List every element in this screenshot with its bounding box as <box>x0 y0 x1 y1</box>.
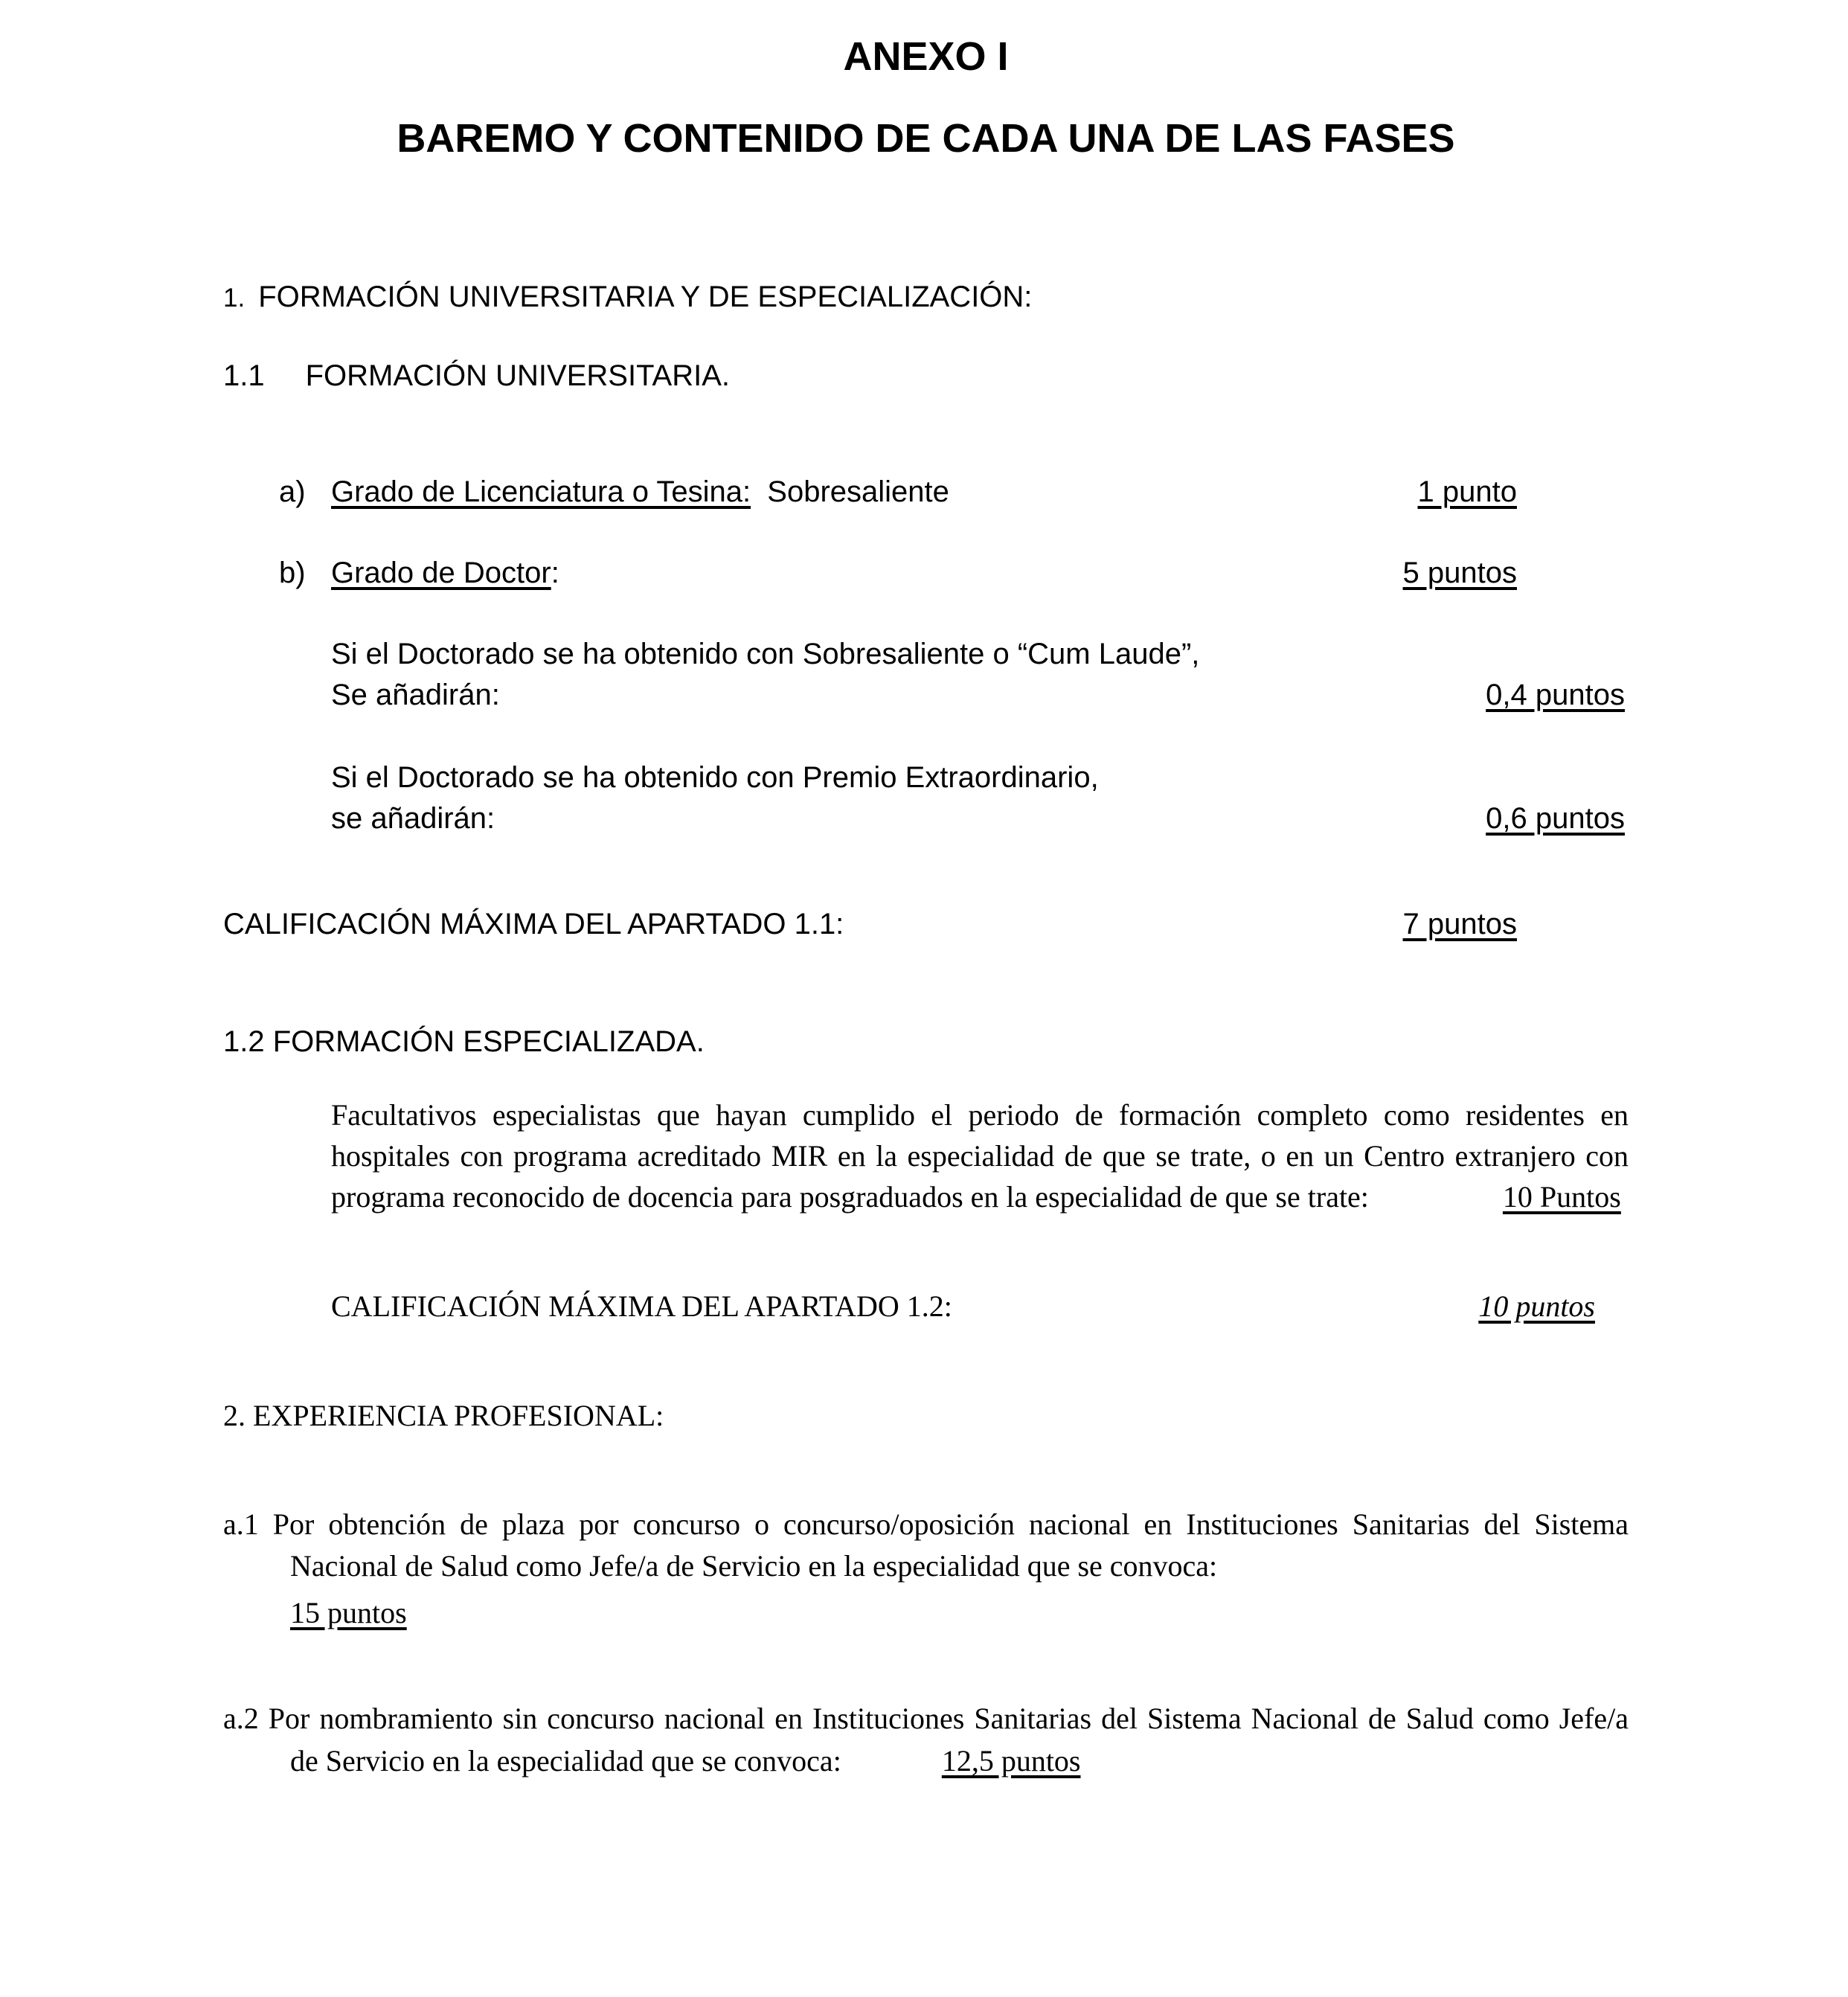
item-b-points: 5 puntos <box>1402 557 1517 590</box>
item-a-label: a) <box>279 475 306 509</box>
section-1-1-title: FORMACIÓN UNIVERSITARIA. <box>305 359 731 393</box>
doctorate-premio-note <box>331 757 1629 839</box>
max-score-1-2-points: 10 puntos <box>1478 1289 1595 1323</box>
note-2-line-1: Si el Doctorado se ha obtenido con Premio Extraordinario, <box>331 760 1099 794</box>
max-score-1-1-points: 7 puntos <box>1402 907 1517 940</box>
max-score-1-1-label: CALIFICACIÓN MÁXIMA DEL APARTADO 1.1: <box>223 907 844 940</box>
section-1-1-heading <box>223 356 1629 396</box>
item-a2-label: a.2 <box>223 1701 259 1735</box>
item-a1-points-line <box>290 1592 1629 1635</box>
item-a-grade: Sobresaliente <box>767 475 949 509</box>
section-1-2-heading: 1.2 FORMACIÓN ESPECIALIZADA. <box>223 1025 705 1058</box>
note-1-points: 0,4 puntos <box>1486 679 1625 712</box>
item-a1-points: 15 puntos <box>290 1596 407 1630</box>
section-2-heading: 2. EXPERIENCIA PROFESIONAL: <box>223 1398 664 1432</box>
document-title: ANEXO I <box>843 34 1009 79</box>
item-a1-paragraph <box>223 1504 1629 1589</box>
item-a-text <box>331 472 1418 512</box>
item-b-text <box>331 553 1403 593</box>
section-1-heading <box>223 277 1629 317</box>
item-b-colon: : <box>551 557 559 590</box>
item-a-row <box>279 472 1629 512</box>
doctorate-cum-laude-note <box>331 634 1629 716</box>
item-a1-label: a.1 <box>223 1507 259 1541</box>
item-b-label: b) <box>279 557 306 590</box>
item-b-term: Grado de Doctor <box>331 557 551 590</box>
note-2-label: se añadirán: <box>331 801 495 835</box>
item-a2-points: 12,5 puntos <box>941 1743 1081 1778</box>
section-1-2-body <box>331 1094 1629 1218</box>
section-1-2-paragraph: Facultativos especialistas que hayan cumplido el periodo de formación completo como residentes en hospitales con programa acreditado MIR en la especialidad de que se trate, o en un Centro extranjero con programa reconocido de docencia para posgraduados en la especialidad de que se trate: <box>331 1097 1629 1214</box>
note-1-label: Se añadirán: <box>331 679 500 712</box>
item-a1-text: Por obtención de plaza por concurso o concurso/oposición nacional en Instituciones Sanitarias del Sistema Nacional de Salud como Jefe/a de Servicio en la especialidad que se convoca: <box>272 1507 1629 1583</box>
note-2-points: 0,6 puntos <box>1486 801 1625 835</box>
note-1-line-2 <box>331 675 1629 716</box>
section-1-title: FORMACIÓN UNIVERSITARIA Y DE ESPECIALIZACIÓN: <box>258 281 1033 314</box>
item-a2-text: Por nombramiento sin concurso nacional en Instituciones Sanitarias del Sistema Nacional de Salud como Jefe/a de Servicio en la especialidad que se convoca: <box>268 1701 1629 1778</box>
item-a-term: Grado de Licenciatura o Tesina: <box>331 475 751 509</box>
max-score-1-1-row <box>223 908 1629 941</box>
section-1-number: 1. <box>223 283 246 313</box>
item-a-points: 1 punto <box>1417 475 1517 509</box>
note-2-line-2 <box>331 798 1629 839</box>
max-score-1-2-row <box>331 1289 1629 1324</box>
max-score-1-2-label: CALIFICACIÓN MÁXIMA DEL APARTADO 1.2: <box>331 1289 952 1323</box>
item-b-row <box>279 553 1629 593</box>
document-subtitle: BAREMO Y CONTENIDO DE CADA UNA DE LAS FASES <box>397 116 1455 161</box>
item-a2-paragraph <box>223 1698 1629 1783</box>
note-1-line-1: Si el Doctorado se ha obtenido con Sobresaliente o “Cum Laude”, <box>331 638 1200 671</box>
section-1-1-number: 1.1 <box>223 359 265 393</box>
section-1-2-points: 10 Puntos <box>1502 1180 1621 1214</box>
